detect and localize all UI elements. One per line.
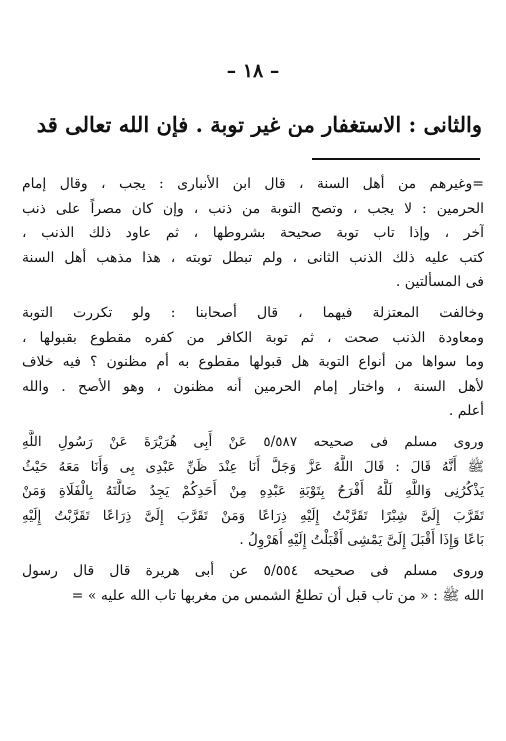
page-number: – ١٨ –	[226, 60, 280, 82]
text-line: أعلم .	[448, 403, 484, 420]
text-line: آخر ، وإذا تاب توبة صحيحة بشروطها ، ثم عاود ذلك الذنب ،	[22, 225, 484, 242]
text-line: تَقَرَّبَ إِلَىَّ شِبْرًا تَقَرَّبْتُ إِلَيْهِ ذِرَاعًا وَمَنْ تَقَرَّبَ إِلَىَّ ذِرَاعًا تَقَرَّبْتُ إِلَيْهِ	[22, 507, 484, 524]
text-line: =وغيرهم من أهل السنة ، قال ابن الأنبارى : يجب ، وقال إمام	[22, 176, 484, 192]
text-line: بَاعًا وَإِذَا أَقْبَلَ إِلَىَّ يَمْشِى أَقْبَلْتُ إِلَيْهِ أُهَرْوِلُ .	[239, 532, 484, 549]
paragraph	[22, 559, 484, 608]
footnote-separator	[312, 158, 480, 160]
text-line: فى المسألتين .	[395, 274, 484, 291]
section-heading: والثانى : الاستغفار من غير توبة . فإن الله تعالى قد	[36, 112, 482, 137]
text-line: يَذْكُرُنِى وَاللَّهِ لَلَّهُ أَفْرَحُ بِتَوْبَةِ عَبْدِهِ مِنْ أَحَدِكُمْ يَجِدُ ضَالَّتَهُ بِالْفَلَاةِ وَمَنْ	[22, 483, 484, 500]
text-line: لأهل السنة ، واختار إمام الحرمين أنه مظنون ، وهو الأصح . والله	[22, 378, 484, 395]
text-line: وروى مسلم فى صحيحه ٥/٥٨٧ عَنْ أَبِى هُرَيْرَةَ عَنْ رَسُولِ اللَّهِ	[22, 433, 484, 450]
text-line: وما سواها من أنواع التوبة هل قبولها مقطوع به أم مظنون ؟ فيه خلاف	[22, 354, 484, 371]
text-line: الحرمين : لا يجب ، وتصح التوبة من ذنب ، وإن كان مصراً على ذنب	[22, 200, 484, 217]
paragraph	[22, 172, 484, 295]
footnote-body	[22, 172, 484, 608]
paragraph	[22, 301, 484, 424]
text-line: وروى مسلم فى صحيحه ٥/٥٥٤ عن أبى هريرة قال قال رسول	[22, 562, 484, 579]
text-line: ومعاودة الذنب صحت ، ثم توبة الكافر من كفره مقطوع بقبولها ،	[22, 329, 484, 346]
hadith-paragraph	[22, 430, 484, 553]
text-line: وخالفت المعتزلة فيهما ، قال أصحابنا : ولو تكررت التوبة	[22, 304, 484, 321]
text-line: ﷺ أَنَّهُ قَالَ : قَالَ اللَّهُ عَزَّ وَجَلَّ أَنَا عِنْدَ ظَنِّ عَبْدِى بِى وَأَنَا مَعَهُ حَيْثُ	[22, 458, 484, 475]
text-line: كتب عليه ذلك الذنب الثانى ، ولم تبطل توبته ، هذا مذهب أهل السنة	[22, 249, 484, 266]
text-line: الله ﷺ : « من تاب قبل أن تطلعُ الشمس من مغربها تاب الله عليه » =	[71, 587, 484, 604]
